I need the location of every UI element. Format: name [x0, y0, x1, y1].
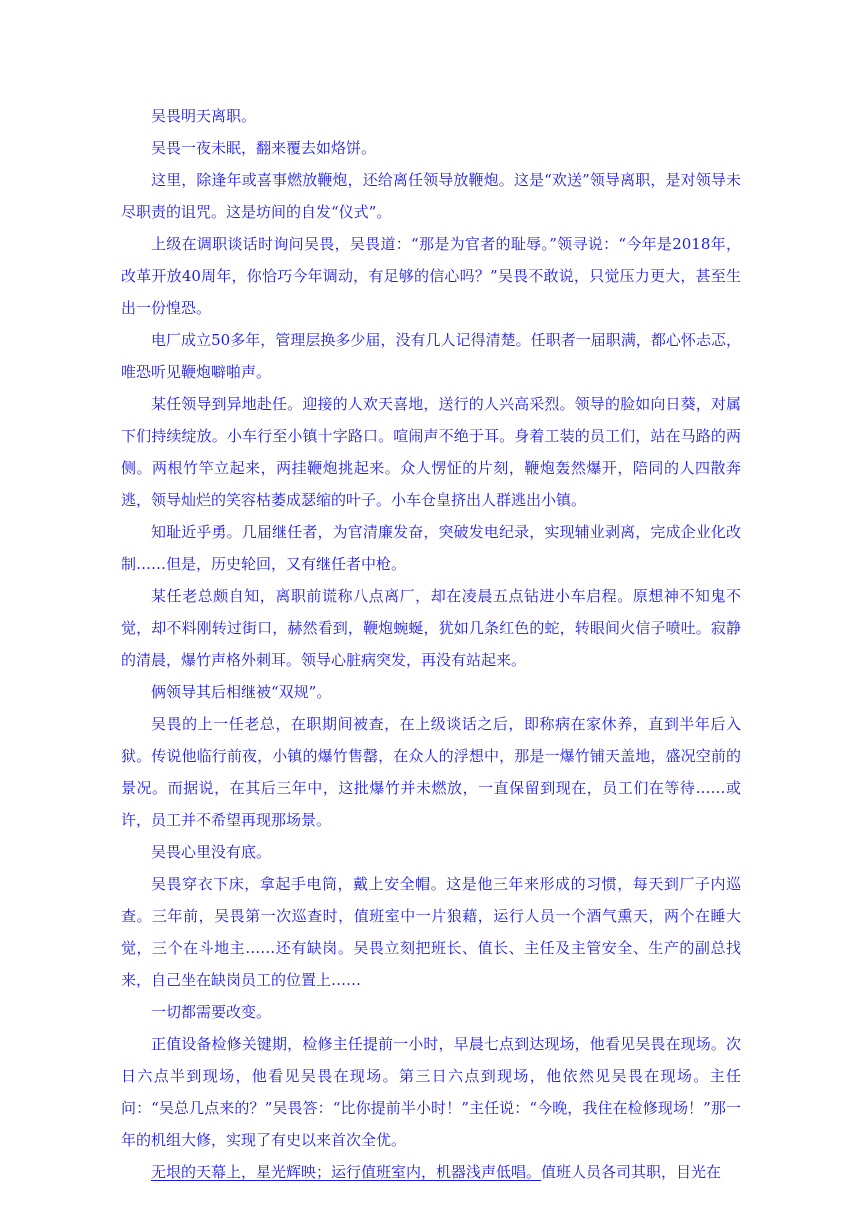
paragraph-14: 正值设备检修关键期，检修主任提前一小时，早晨七点到达现场，他看见吴畏在现场。次日六点半到现场，他看见吴畏在现场。第三日六点到现场，他依然见吴畏在现场。主任问：“吴总几点来的？”吴畏答：“比你提前半小时！”主任说：“今晚，我住在检修现场！”那一年的机组大修，实现了有史以来首次全优。 — [121, 1035, 741, 1149]
paragraph-6: 某任领导到异地赴任。迎接的人欢天喜地，送行的人兴高采烈。领导的脸如向日葵，对属下们持续绽放。小车行至小镇十字路口。喧闹声不绝于耳。身着工装的员工们，站在马路的两侧。两根竹竿立起来，两挂鞭炮挑起来。众人愣怔的片刻，鞭炮轰然爆开，陪同的人四散奔逃，领导灿烂的笑容枯萎成瑟缩的叶子。小车仓皇挤出人群逃出小镇。 — [121, 395, 741, 509]
paragraph-9: 俩领导其后相继被“双规”。 — [151, 683, 332, 701]
paragraph-5: 电厂成立50多年，管理层换多少届，没有几人记得清楚。任职者一届职满，都心怀忐忑，唯恐听见鞭炮噼啪声。 — [121, 331, 741, 381]
paragraph-1: 吴畏明天离职。 — [151, 107, 257, 125]
document-body — [121, 100, 741, 1188]
underlined-passage: 无垠的天幕上，星光辉映；运行值班室内，机器浅声低唱。 — [151, 1163, 542, 1181]
paragraph-12: 吴畏穿衣下床，拿起手电筒，戴上安全帽。这是他三年来形成的习惯，每天到厂子内巡查。三年前，吴畏第一次巡查时，值班室中一片狼藉，运行人员一个酒气熏天，两个在睡大觉，三个在斗地主……还有缺岗。吴畏立刻把班长、值长、主任及主管安全、生产的副总找来，自己坐在缺岗员工的位置上…… — [121, 875, 741, 989]
paragraph-15-rest: 值班人员各司其职，目光在 — [541, 1163, 722, 1181]
paragraph-11: 吴畏心里没有底。 — [151, 843, 272, 861]
paragraph-13: 一切都需要改变。 — [151, 1003, 272, 1021]
paragraph-8: 某任老总颇自知，离职前谎称八点离厂，却在凌晨五点钻进小车启程。原想神不知鬼不觉，却不料刚转过街口，赫然看到，鞭炮蜿蜒，犹如几条红色的蛇，转眼间火信子喷吐。寂静的清晨，爆竹声格外刺耳。领导心脏病突发，再没有站起来。 — [121, 587, 741, 669]
paragraph-15 — [121, 1156, 741, 1188]
paragraph-2: 吴畏一夜未眠，翻来覆去如烙饼。 — [151, 139, 377, 157]
paragraph-10: 吴畏的上一任老总，在职期间被查，在上级谈话之后，即称病在家休养，直到半年后入狱。传说他临行前夜，小镇的爆竹售罄，在众人的浮想中，那是一爆竹铺天盖地，盛况空前的景况。而据说，在其后三年中，这批爆竹并未燃放，一直保留到现在，员工们在等待……或许，员工并不希望再现那场景。 — [121, 715, 741, 829]
paragraph-4: 上级在调职谈话时询问吴畏，吴畏道：“那是为官者的耻辱。”领寻说：“今年是2018年，改革开放40周年，你恰巧今年调动，有足够的信心吗？”吴畏不敢说，只觉压力更大，甚至生出一份惶恐。 — [121, 235, 741, 317]
paragraph-7: 知耻近乎勇。几届继任者，为官清廉发奋，突破发电纪录，实现辅业剥离，完成企业化改制……但是，历史轮回，又有继任者中枪。 — [121, 523, 741, 573]
paragraph-3: 这里，除逢年或喜事燃放鞭炮，还给离任领导放鞭炮。这是“欢送”领导离职，是对领导未尽职责的诅咒。这是坊间的自发“仪式”。 — [121, 171, 741, 221]
